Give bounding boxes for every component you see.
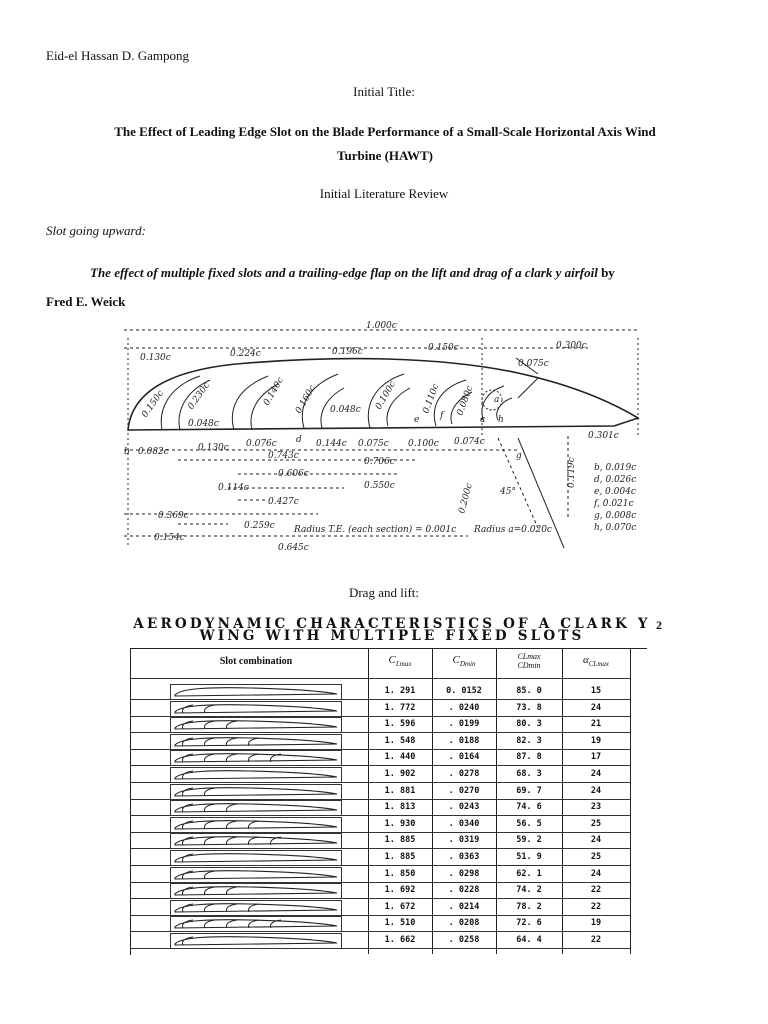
fig-label-h6: 0.369c — [158, 511, 189, 521]
fig-label-g3: 0.743c — [268, 451, 299, 461]
reference-citation — [46, 258, 726, 316]
fig-label-s6: 0.110c — [421, 382, 442, 416]
title-line-2: Turbine (HAWT) — [337, 148, 433, 163]
table-title-line-1: AERODYNAMIC CHARACTERISTICS OF A CLARK Y — [133, 616, 651, 632]
table-margin-mark: 2 — [656, 618, 662, 632]
fig-legend-2: e, 0.004c — [594, 487, 636, 497]
fig-label-d4: 0.150c — [428, 343, 459, 353]
slot-airfoil-sketch — [170, 916, 342, 932]
cell-clmax: 1. 881 — [384, 785, 416, 796]
header-slot-combination: Slot combination — [219, 656, 293, 667]
cell-alpha: 21 — [590, 719, 602, 730]
fig-label-radius-te: Radius T.E. (each section) = 0.001c — [294, 525, 457, 535]
header-alpha: $\alpha_{CLmax}$ — [582, 654, 609, 668]
fig-label-g6: 0.100c — [408, 439, 439, 449]
cell-cdmin: . 0228 — [448, 885, 480, 896]
author-name: Eid-el Hassan D. Gampong — [46, 48, 189, 63]
fig-label-g1: 0.130c — [198, 443, 229, 453]
cell-clmax: 1. 672 — [384, 901, 416, 912]
cell-cdmin: . 0208 — [448, 918, 480, 929]
fig-legend-5: h, 0.070c — [594, 523, 637, 533]
fig-letter-c: c — [480, 415, 486, 425]
cell-cdmin: . 0214 — [448, 901, 480, 912]
cell-clmax: 1. 772 — [384, 702, 416, 713]
cell-ratio: 78. 2 — [516, 901, 542, 912]
cell-ratio: 80. 3 — [516, 719, 542, 730]
cell-ratio: 87. 8 — [516, 752, 542, 763]
cell-ratio: 74. 2 — [516, 885, 542, 896]
reference-title: The effect of multiple fixed slots and a trailing-edge flap on the lift and drag of a clark y airfoil — [90, 265, 598, 280]
drag-lift-label: Drag and lift: — [348, 585, 420, 600]
fig-label-w1: 0.048c — [188, 419, 219, 429]
slot-airfoil-sketch — [170, 717, 342, 733]
fig-label-d1: 0.130c — [140, 353, 171, 363]
cell-clmax: 1. 510 — [384, 918, 416, 929]
fig-label-v2: 0.119c — [567, 457, 577, 488]
fig-label-g2: 0.076c — [246, 439, 277, 449]
fig-label-h2: 0.706c — [364, 457, 395, 467]
subsection-heading: Slot going upward: — [46, 223, 146, 238]
fig-label-g4: 0.144c — [316, 439, 347, 449]
fig-label-w2: 0.048c — [330, 405, 361, 415]
cell-ratio: 69. 7 — [516, 785, 542, 796]
cell-alpha: 22 — [590, 935, 602, 945]
cell-ratio: 62. 1 — [516, 868, 542, 879]
cell-alpha: 19 — [590, 918, 602, 929]
cell-cdmin: . 0319 — [448, 835, 480, 846]
fig-label-h3: 0.114c — [218, 483, 249, 493]
cell-cdmin: . 0270 — [448, 785, 480, 796]
cell-clmax: 1. 440 — [384, 752, 416, 763]
cell-alpha: 24 — [590, 769, 602, 779]
fig-label-h4: 0.427c — [268, 497, 299, 507]
airfoil-slot-diagram — [118, 318, 644, 568]
cell-ratio: 64. 4 — [516, 935, 542, 945]
fig-label-d3: 0.196c — [332, 347, 363, 357]
cell-clmax: 1. 291 — [384, 686, 416, 696]
cell-cdmin: . 0258 — [448, 935, 480, 945]
fig-label-slot-0075: 0.075c — [518, 359, 549, 369]
slot-airfoil-sketch — [170, 750, 342, 766]
fig-legend-3: f, 0.021c — [594, 499, 634, 509]
cell-alpha: 24 — [590, 702, 602, 713]
cell-alpha: 15 — [590, 686, 602, 696]
cell-clmax: 1. 885 — [384, 852, 416, 862]
slot-airfoil-sketch — [170, 684, 342, 700]
cell-ratio: 51. 9 — [516, 852, 542, 862]
cell-ratio: 73. 8 — [516, 702, 542, 713]
fig-label-h9: 0.645c — [278, 543, 309, 553]
fig-label-g7: 0.074c — [454, 437, 485, 447]
fig-label-s4: 0.160c — [293, 383, 319, 416]
cell-clmax: 1. 692 — [384, 885, 416, 896]
cell-clmax: 1. 596 — [384, 719, 416, 730]
header-clmax: $C_{Lmax}$ — [388, 654, 412, 668]
fig-label-angle: 45° — [500, 487, 516, 497]
fig-label-g8: 0.301c — [588, 431, 619, 441]
fig-label-b: b — [124, 447, 130, 457]
fig-legend-0: b, 0.019c — [594, 463, 637, 473]
literature-review-label: Initial Literature Review — [319, 186, 449, 201]
slot-airfoil-sketch — [170, 734, 342, 750]
cell-ratio: 59. 2 — [516, 835, 542, 846]
cell-ratio: 82. 3 — [516, 735, 542, 746]
fig-label-s7: 0.080c — [455, 384, 476, 418]
cell-ratio: 74. 6 — [516, 802, 542, 813]
cell-alpha: 17 — [590, 752, 602, 763]
cell-alpha: 24 — [590, 868, 602, 879]
slot-airfoil-sketch — [170, 883, 342, 899]
cell-ratio: 56. 5 — [516, 818, 542, 829]
slot-airfoil-sketch — [170, 850, 342, 866]
fig-letter-d: d — [296, 435, 302, 445]
cell-alpha: 24 — [590, 785, 602, 796]
cell-ratio: 72. 6 — [516, 918, 542, 929]
reference-author: Fred E. Weick — [46, 294, 126, 309]
fig-label-h1: 0.606c — [278, 469, 309, 479]
header-ratio: CLmax CDmin — [517, 652, 541, 670]
fig-label-s5: 0.100c — [373, 379, 399, 412]
aero-characteristics-table — [116, 614, 668, 956]
cell-alpha: 22 — [590, 901, 602, 912]
cell-cdmin: . 0278 — [448, 769, 480, 779]
fig-letter-g: g — [516, 451, 522, 461]
fig-label-s3: 0.140c — [261, 375, 287, 408]
fig-label-d2: 0.224c — [230, 349, 261, 359]
cell-cdmin: . 0188 — [448, 735, 480, 746]
cell-clmax: 1. 548 — [384, 735, 416, 746]
fig-legend-1: d, 0.026c — [594, 475, 637, 485]
slot-airfoil-sketch — [170, 767, 342, 783]
fig-label-chord: 1.000c — [366, 321, 397, 331]
cell-cdmin: . 0164 — [448, 752, 480, 763]
cell-alpha: 22 — [590, 885, 602, 896]
fig-letter-e: e — [414, 415, 420, 425]
slot-airfoil-sketch — [170, 784, 342, 800]
fig-label-radius-a: Radius a=0.020c — [474, 525, 552, 535]
cell-alpha: 24 — [590, 835, 602, 846]
cell-clmax: 1. 850 — [384, 868, 416, 879]
cell-cdmin: 0. 0152 — [446, 686, 482, 696]
fig-label-h5: 0.550c — [364, 481, 395, 491]
slot-airfoil-sketch — [170, 817, 342, 833]
reference-by: by — [597, 265, 615, 280]
fig-label-g5: 0.075c — [358, 439, 389, 449]
fig-label-d5: 0.300c — [556, 341, 587, 351]
cell-ratio: 68. 3 — [516, 769, 542, 779]
slot-airfoil-sketch — [170, 867, 342, 883]
cell-alpha: 25 — [590, 818, 602, 829]
slot-airfoil-sketch — [170, 800, 342, 816]
fig-label-s2: 0.230c — [186, 380, 213, 412]
cell-ratio: 85. 0 — [516, 686, 542, 696]
title-line-1: The Effect of Leading Edge Slot on the Blade Performance of a Small-Scale Horizontal Axis Wind — [114, 124, 656, 139]
cell-cdmin: . 0243 — [448, 802, 480, 813]
fig-label-h8: 0.154c — [154, 533, 185, 543]
fig-label-s1: 0.150c — [140, 388, 167, 420]
cell-clmax: 1. 813 — [384, 802, 416, 813]
cell-clmax: 1. 930 — [384, 818, 416, 829]
cell-clmax: 1. 902 — [384, 769, 416, 779]
cell-cdmin: . 0363 — [448, 852, 480, 862]
initial-title-label: Initial Title: — [353, 84, 415, 99]
cell-clmax: 1. 662 — [384, 935, 416, 945]
fig-letter-f: f — [440, 411, 444, 421]
fig-label-h7: 0.259c — [244, 521, 275, 531]
fig-label-b-val: 0.082c — [138, 447, 169, 457]
cell-cdmin: . 0240 — [448, 702, 480, 713]
cell-cdmin: . 0199 — [448, 719, 480, 730]
header-cdmin: $C_{Dmin}$ — [452, 654, 476, 668]
fig-label-v1: 0.200c — [457, 482, 475, 515]
cell-cdmin: . 0298 — [448, 868, 480, 879]
slot-airfoil-sketch — [170, 900, 342, 916]
cell-alpha: 19 — [590, 735, 602, 746]
slot-airfoil-sketch — [170, 933, 342, 949]
table-title-line-2: WING WITH MULTIPLE FIXED SLOTS — [199, 628, 585, 644]
cell-clmax: 1. 885 — [384, 835, 416, 846]
cell-alpha: 25 — [590, 852, 602, 862]
cell-cdmin: . 0340 — [448, 818, 480, 829]
slot-airfoil-sketch — [170, 833, 342, 849]
fig-letter-h: h — [498, 415, 504, 425]
slot-airfoil-sketch — [170, 701, 342, 717]
fig-legend-4: g, 0.008c — [594, 511, 637, 521]
fig-letter-a: a — [494, 395, 500, 405]
cell-alpha: 23 — [590, 802, 602, 813]
document-title — [55, 120, 715, 168]
